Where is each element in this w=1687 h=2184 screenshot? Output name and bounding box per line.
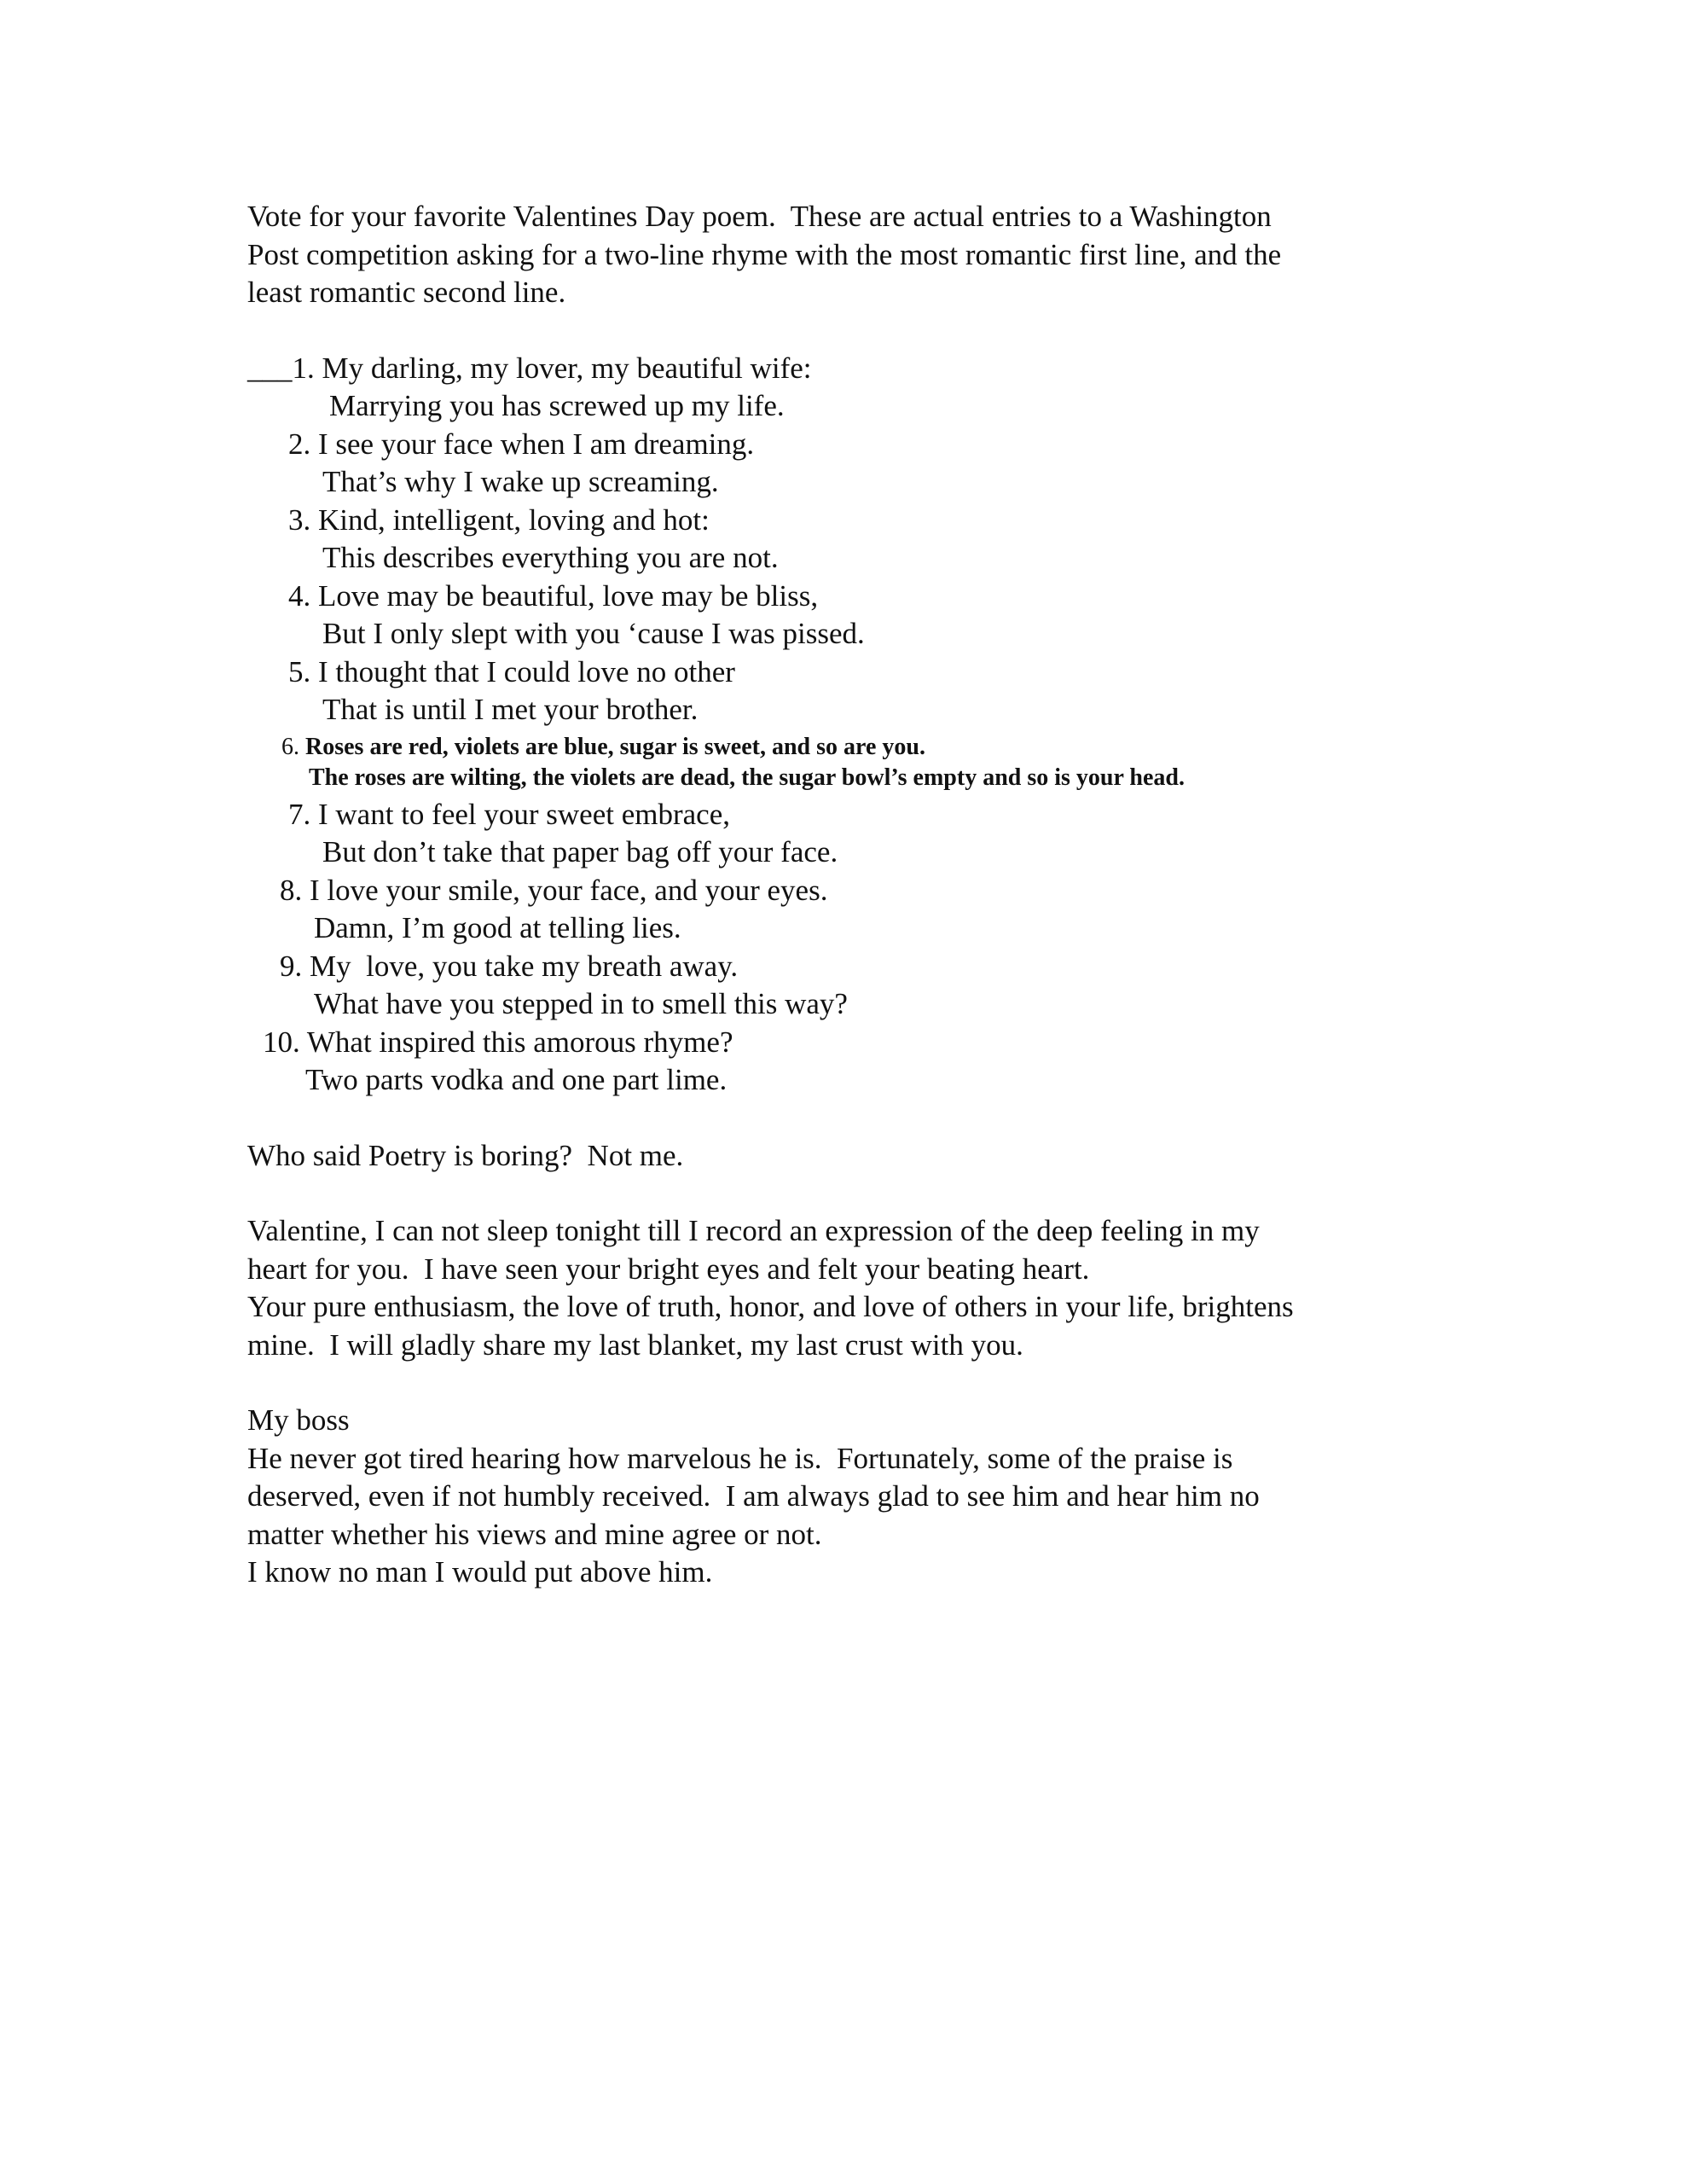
poem-line-2: But I only slept with you ‘cause I was pissed. [322,617,865,650]
poem-line-1: Kind, intelligent, loving and hot: [318,502,710,537]
intro-paragraph [247,198,1458,312]
poem-list [247,350,1458,1100]
poem-line-1: Roses are red, violets are blue, sugar is sweet, and so are you. [305,733,925,760]
poem-number: 3. [288,502,311,537]
poem-number: 2. [288,427,311,461]
poem-line-2: But don’t take that paper bag off your face. [322,835,838,868]
valentine-line: Your pure enthusiasm, the love of truth, honor, and love of others in your life, brightens [247,1290,1294,1323]
poem-number: 5. [288,654,311,688]
poem-line-2: That’s why I wake up screaming. [322,465,719,498]
valentine-line: Valentine, I can not sleep tonight till I record an expression of the deep feeling in my [247,1214,1260,1247]
poem-line-1: Love may be beautiful, love may be bliss, [318,578,819,613]
poem-item [247,653,1458,729]
boss-line: He never got tired hearing how marvelous he is. Fortunately, some of the praise is [247,1441,1233,1475]
intro-line: Vote for your favorite Valentines Day poem. These are actual entries to a Washington [247,200,1272,233]
boss-paragraph [247,1402,1458,1592]
boss-line: I know no man I would put above him. [247,1555,713,1589]
poem-line-1: I love your smile, your face, and your eyes. [310,873,828,907]
poem-number: 7. [288,797,311,831]
poem-item [247,796,1458,872]
poem-item [247,350,1458,426]
poem-line-1: I want to feel your sweet embrace, [318,797,730,831]
closing-remark [247,1137,1458,1176]
poem-line-1: My love, you take my breath away. [310,949,739,983]
poem-number: 10. [263,1025,300,1059]
poem-line-2: This describes everything you are not. [322,541,779,574]
poem-number: 8. [280,873,303,907]
intro-line: Post competition asking for a two-line rhyme with the most romantic first line, and the [247,237,1282,271]
poem-item [247,872,1458,948]
poem-line-1: What inspired this amorous rhyme? [306,1025,733,1059]
poem-line-2: Marrying you has screwed up my life. [329,389,785,422]
poem-line-2: What have you stepped in to smell this way? [314,987,848,1020]
poem-line-1: My darling, my lover, my beautiful wife: [322,351,812,385]
boss-line: deserved, even if not humbly received. I am always glad to see him and hear him no [247,1479,1260,1513]
intro-line: least romantic second line. [247,276,566,309]
valentine-paragraph [247,1212,1458,1364]
poem-line-2: Damn, I’m good at telling lies. [314,911,681,944]
boss-heading: My boss [247,1403,350,1437]
poem-item [247,426,1458,502]
document-body [247,198,1458,1592]
valentine-line: mine. I will gladly share my last blanket, my last crust with you. [247,1327,1023,1362]
poem-line-1: I see your face when I am dreaming. [318,427,755,461]
valentine-line: heart for you. I have seen your bright eyes and felt your beating heart. [247,1252,1090,1286]
poem-line-1: I thought that I could love no other [318,654,735,688]
poem-item [247,578,1458,653]
poem-number: 9. [280,949,303,983]
poem-line-2: The roses are wilting, the violets are dead, the sugar bowl’s empty and so is your head. [309,764,1185,791]
poem-number: ___1. [247,351,315,385]
poem-number: 4. [288,578,311,613]
closing-line: Who said Poetry is boring? Not me. [247,1138,684,1172]
poem-item [247,1024,1458,1100]
poem-line-2: That is until I met your brother. [322,693,699,726]
poem-item [247,502,1458,578]
poem-number: 6. [281,733,299,760]
poem-item [247,948,1458,1024]
poem-line-2: Two parts vodka and one part lime. [305,1063,728,1096]
boss-line: matter whether his views and mine agree or not. [247,1517,822,1551]
poem-item-bold [247,729,1458,796]
